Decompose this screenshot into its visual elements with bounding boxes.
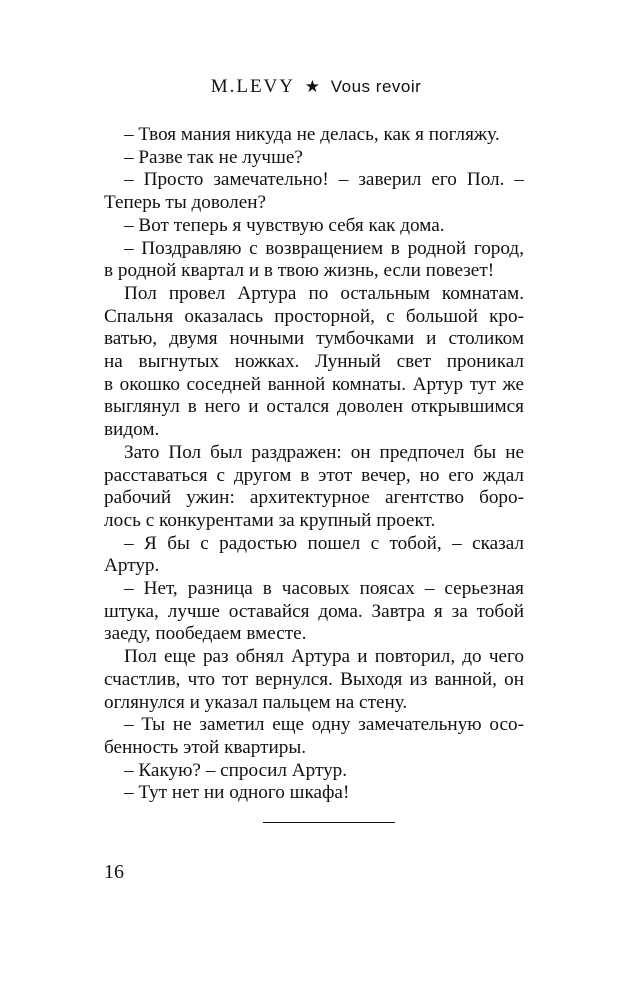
paragraph: [104, 169, 524, 214]
text-line: – Твоя мания никуда не делась, как я погляжу.: [124, 124, 500, 145]
page-number: 16: [104, 861, 124, 883]
text-line: – Разве так не лучше?: [124, 146, 303, 168]
paragraph: [104, 442, 524, 533]
paragraph: [104, 533, 524, 578]
text-line: расставаться с другом в этот вечер, но его ждал: [104, 464, 524, 486]
text-line: бенность этой квартиры.: [104, 736, 307, 758]
body-text: [104, 124, 524, 805]
text-line: рабочий ужин: архитектурное агентство боро-: [104, 487, 524, 509]
paragraph: [104, 782, 524, 805]
text-line: Спальня оказалась просторной, с большой кро-: [104, 305, 524, 327]
text-line: – Поздравляю с возвращением в родной город,: [124, 237, 524, 259]
text-line: Зато Пол был раздражен: он предпочел бы не: [124, 441, 524, 463]
paragraph: [104, 124, 524, 147]
paragraph: [104, 215, 524, 238]
paragraph: [104, 147, 524, 170]
text-line: оглянулся и указал пальцем на стену.: [104, 691, 408, 713]
text-line: – Вот теперь я чувствую себя как дома.: [124, 214, 445, 236]
text-line: – Какую? – спросил Артур.: [124, 759, 348, 781]
text-line: – Нет, разница в часовых поясах – серьезная: [124, 578, 524, 600]
text-line: Пол провел Артура по остальным комнатам.: [124, 282, 524, 304]
section-divider: [263, 822, 395, 823]
running-header: [0, 76, 632, 98]
text-line: Пол еще раз обнял Артура и повторил, до чего: [124, 646, 524, 668]
paragraph: [104, 238, 524, 283]
text-line: в родной квартал и в твою жизнь, если повезет!: [104, 260, 495, 282]
text-line: на выгнутых ножках. Лунный свет проникал: [104, 351, 524, 373]
text-line: Теперь ты доволен?: [104, 192, 267, 214]
text-line: ватью, двумя ночными тумбочками и столиком: [104, 328, 524, 350]
text-line: выглянул в него и остался доволен открывшимся: [104, 396, 524, 418]
paragraph: [104, 714, 524, 759]
paragraph: [104, 760, 524, 783]
text-line: счастлив, что тот вернулся. Выходя из ванной, он: [104, 668, 524, 690]
header-author: M.LEVY: [210, 76, 295, 97]
text-line: – Ты не заметил еще одну замечательную осо-: [124, 714, 524, 736]
text-line: лось с конкурентами за крупный проект.: [104, 509, 436, 531]
paragraph: [104, 578, 524, 646]
text-line: в окошко соседней ванной комнаты. Артур тут же: [104, 373, 524, 395]
text-line: Артур.: [104, 555, 160, 577]
text-line: – Тут нет ни одного шкафа!: [124, 782, 350, 804]
text-line: видом.: [104, 419, 160, 441]
star-icon: ★: [304, 77, 321, 96]
text-line: – Просто замечательно! – заверил его Пол. –: [124, 169, 524, 191]
paragraph: [104, 283, 524, 442]
text-line: заеду, пообедаем вместе.: [104, 623, 307, 645]
text-line: – Я бы с радостью пошел с тобой, – сказал: [124, 532, 524, 554]
header-title: Vous revoir: [330, 77, 422, 96]
text-line: штука, лучше оставайся дома. Завтра я за тобой: [104, 600, 524, 622]
paragraph: [104, 646, 524, 714]
